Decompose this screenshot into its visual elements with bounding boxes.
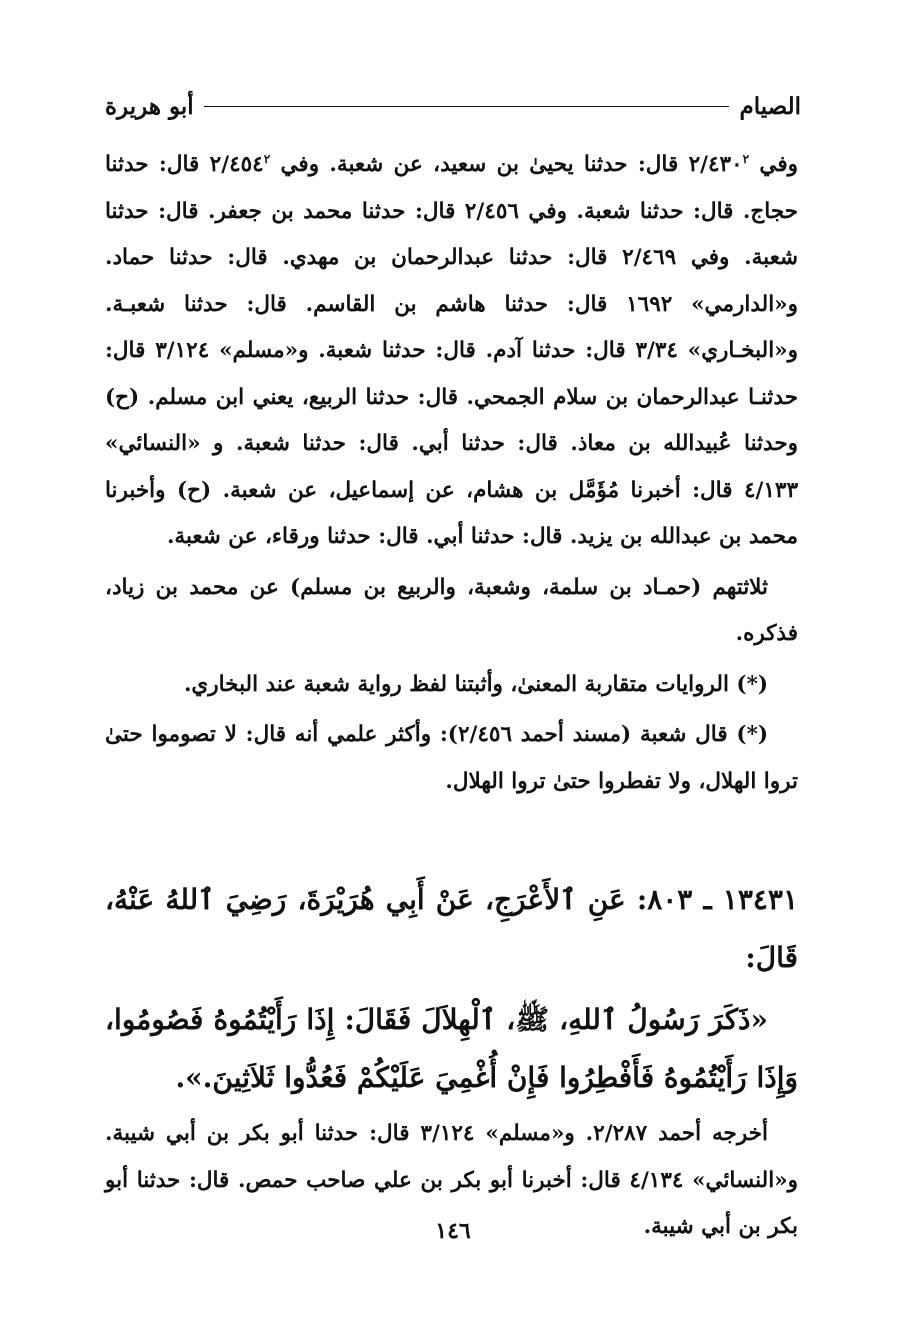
running-header (105, 86, 801, 126)
takhrij-paragraph: أخرجه أحمد ٢/٢٨٧. و«مسلم» ٣/١٢٤ قال: حدثنا أبو بكر بن أبي شيبة. و«النسائي» ٤/١٣٤ قال: أخبرنا أبو بكر بن علي صاحب حمص. قال: حدثنا أبو بكر بن أبي شيبة. (105, 1121, 798, 1239)
sources-text-c: قال: حدثنا حجاج. قال: حدثنا شعبة. وفي ٢/٤٥٦ قال: حدثنا محمد بن جعفر. قال: حدثنا شعبة. وفي ٢/٤٦٩ قال: حدثنا عبدالرحمان بن مهدي. قال: حدثنا حماد. و«الدارمي» ١٦٩٢ قال: حدثنا هاشم بن القاسم. قال: حدثنا شعبـة. و«البخـاري» ٣/٣٤ قال: حدثنا آدم. قال: حدثنا شعبة. و«مسلم» ٣/١٢٤ قال: حدثنـا عبدالرحمان بن سلام الجمحي. قال: حدثنا الربيع، يعني ابن مسلم. (ح) وحدثنا عُبيدالله بن معاذ. قال: حدثنا أبي. قال: حدثنا شعبة. و «النسائي» ٤/١٣٣ قال: أخبرنا مُؤَمَّل بن هشام، عن إسماعيل، عن شعبة. (ح) وأخبرنا محمد بن عبدالله بن يزيد. قال: حدثنا أبي. قال: حدثنا ورقاء، عن شعبة. (105, 152, 799, 549)
footnote-marker: ٢ (263, 151, 271, 166)
chapter-title: الصيام (739, 92, 801, 120)
spacer (105, 805, 798, 871)
hadith-text: «ذَكَرَ رَسُولُ ٱللهِ، ﷺ، ٱلْهِلاَلَ فَقَالَ: إِذَا رَأَيْتُمُوهُ فَصُومُوا، وَإِذَا رَأَيْتُمُوهُ فَأَفْطِرُوا فَإِنْ أُغْمِيَ عَلَيْكُمْ فَعُدُّوا ثَلاَثِينَ.». (105, 1003, 798, 1094)
note-paragraph-1: (*) الروايات متقاربة المعنىٰ، وأثبتنا لفظ رواية شعبة عند البخاري. (183, 671, 768, 697)
footnote-marker: ٢ (742, 151, 750, 166)
page-body (105, 142, 798, 1251)
sources-text-a: وفي ٢/٤٣٠ (688, 152, 798, 177)
header-rule (204, 106, 730, 107)
sources-text-b: قال: حدثنا يحيىٰ بن سعيد، عن شعبة. وفي ٢/٤٥٤ (209, 152, 689, 177)
note-paragraph-2: (*) قال شعبة (مسند أحمد ٢/٤٥٦): وأكثر علمي أنه قال: لا تصوموا حتىٰ تروا الهلال، ولا تفطروا حتىٰ تروا الهلال. (105, 722, 798, 794)
page-number: ١٤٦ (435, 1218, 471, 1244)
hadith-heading: ١٣٤٣١ ـ ٨٠٣: عَنِ ٱلأَعْرَجِ، عَنْ أَبِي هُرَيْرَةَ، رَضِيَ ٱللهُ عَنْهُ، قَالَ: (105, 883, 798, 974)
chain-paragraph: ثلاثتهم (حمـاد بن سلمة، وشعبة، والربيع بن مسلم) عن محمد بن زياد، فذكره. (105, 574, 798, 646)
narrator-title: أبو هريرة (105, 92, 194, 120)
sources-paragraph (105, 142, 798, 561)
